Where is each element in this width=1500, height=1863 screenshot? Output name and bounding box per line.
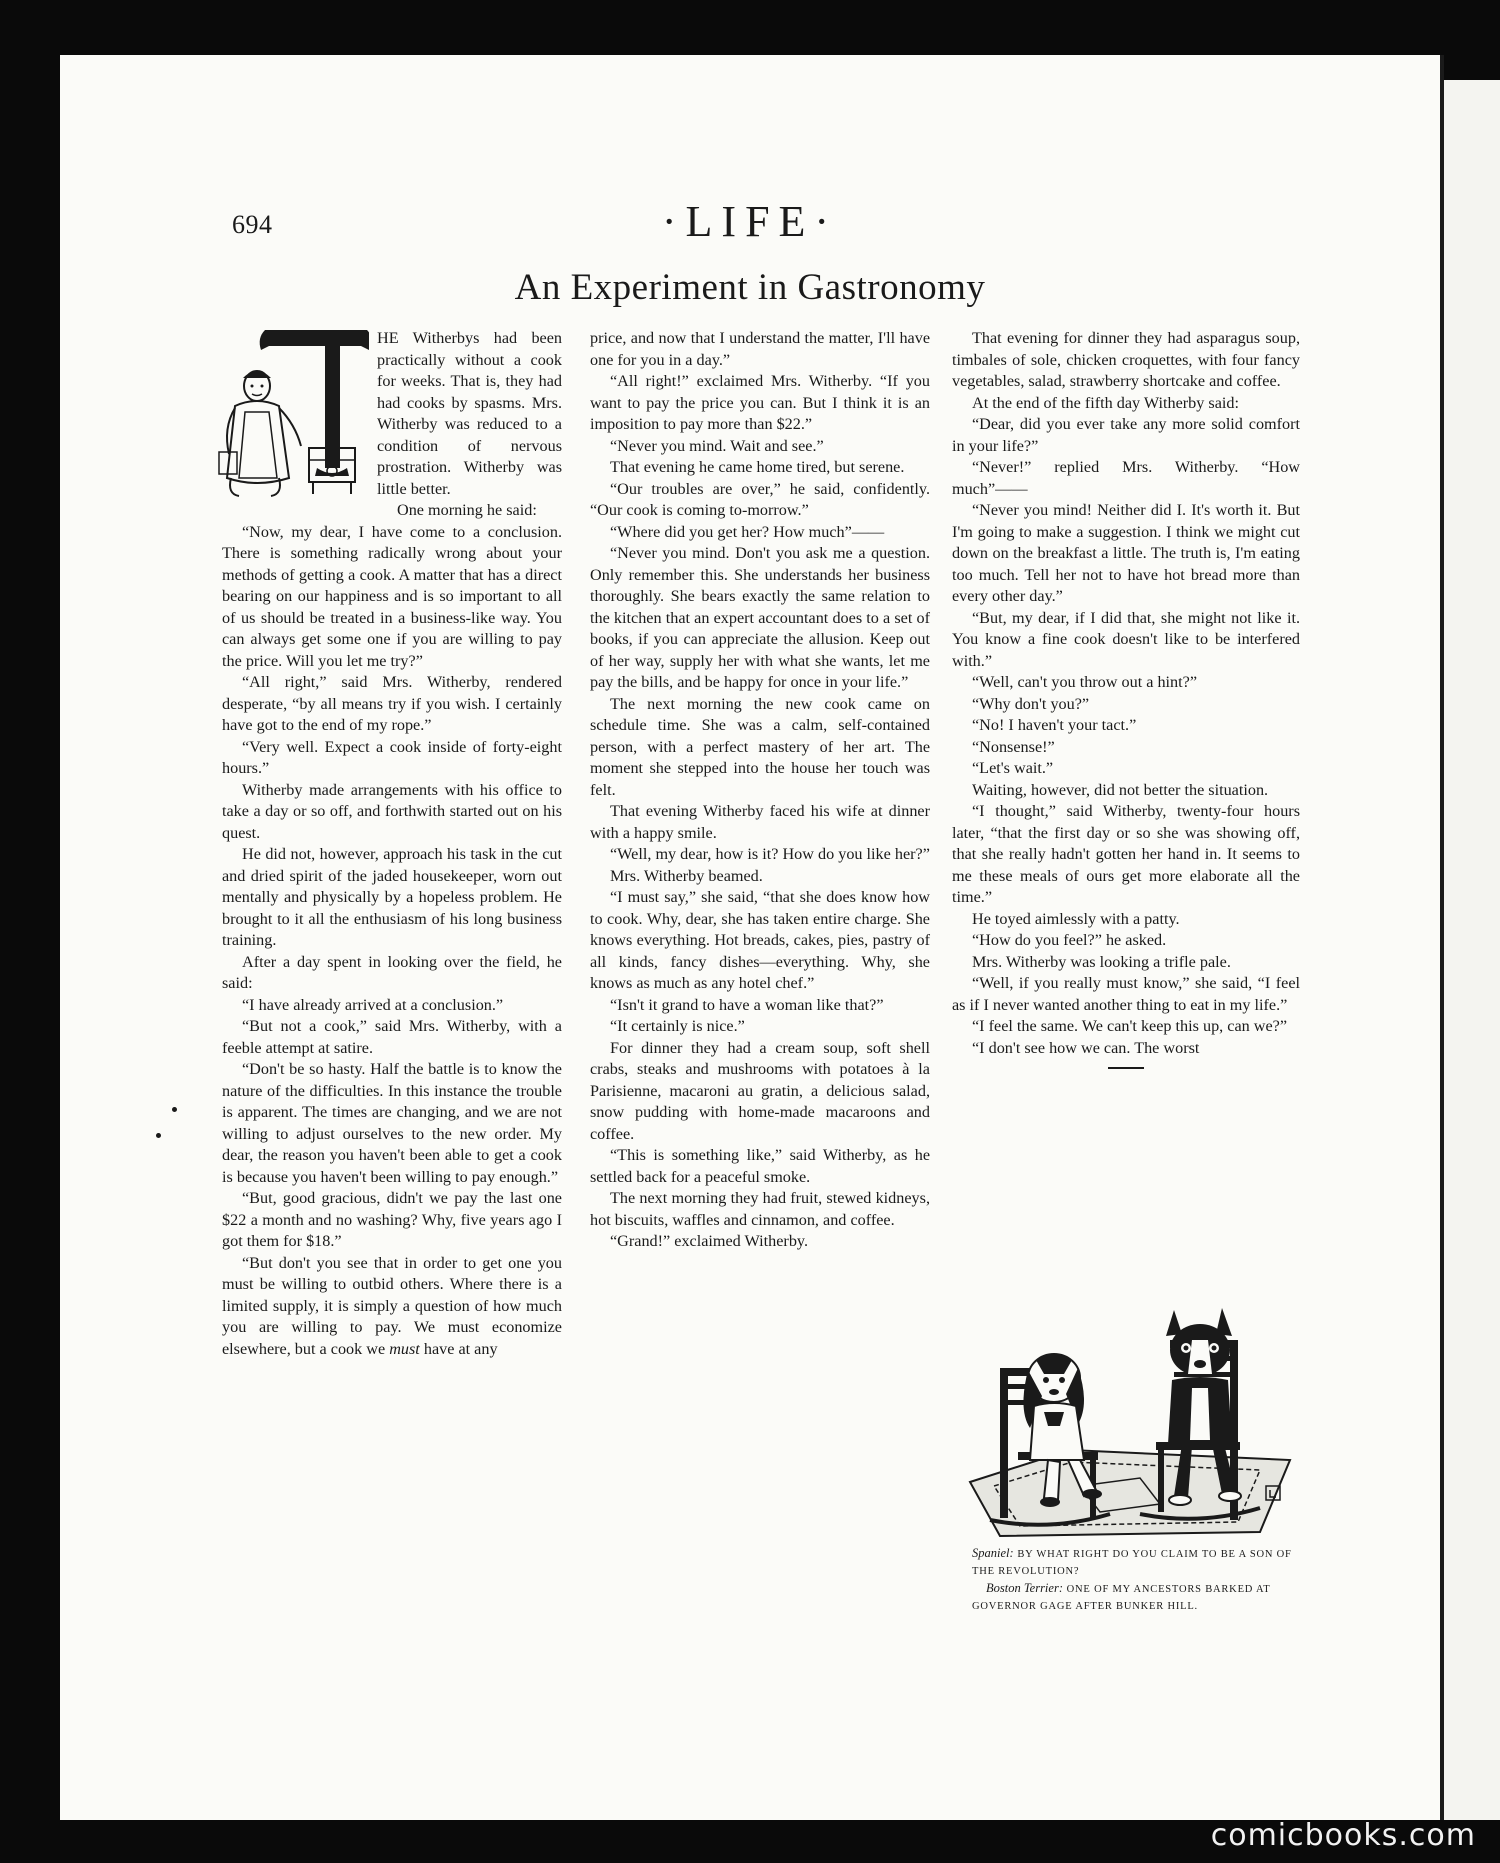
watermark: comicbooks.com (1210, 1818, 1476, 1853)
paragraph: “I don't see how we can. The worst (972, 1038, 1200, 1057)
adjacent-page-edge (1444, 80, 1500, 1820)
paragraph: For dinner they had a cream soup, soft shell crabs, steaks and mushrooms with potatoes à la Parisienne, macaroni au gratin, a delicious salad, snow pudding with home-made macaroons and coffee. (590, 1038, 930, 1143)
paragraph: “Well, my dear, how is it? How do you like her?” (610, 845, 930, 863)
paragraph-text: have at any (423, 1339, 498, 1358)
caption-speaker: Boston Terrier: (986, 1581, 1063, 1595)
paragraph: Mrs. Witherby was looking a trifle pale. (972, 952, 1231, 971)
paragraph: “But, my dear, if I did that, she might not like it. You know a fine cook doesn't like to be interfered with.” (952, 608, 1300, 670)
paragraph: “Well, if you really must know,” she said, “I feel as if I never wanted another thing to eat in my life.” (952, 974, 1300, 1014)
paragraph: “Never you mind! Neither did I. It's worth it. But I'm going to make a suggestion. I think we might cut down on the breakfast a little. The truth is, I'm eating too much. Tell her not to have hot bread more than every other day.” (952, 501, 1300, 605)
paragraph: “All right!” exclaimed Mrs. Witherby. “If you want to pay the price you can. But I think it is an imposition to pay more than $22.” (590, 372, 930, 433)
paragraph: “How do you feel?” he asked. (972, 931, 1167, 949)
paragraph: “I must say,” she said, “that she does know how to cook. Why, dear, she has taken entire charge. She knows everything. Hot breads, cakes, pies, pastry of all kinds, fancy dishes—everything. Why, she knows as much as any hotel chef.” (590, 888, 930, 992)
paragraph: That evening for dinner they had asparagus soup, timbales of sole, chicken croquettes, with four fancy vegetables, salad, strawberry shortcake and coffee. (952, 329, 1300, 390)
article-column-1 (222, 328, 562, 1360)
dropcap-illustration (217, 328, 369, 506)
paragraph: That evening Witherby faced his wife at dinner with a happy smile. (590, 802, 930, 842)
section-divider (1108, 1067, 1144, 1069)
paragraph: The next morning they had fruit, stewed kidneys, hot biscuits, waffles and cinnamon, and coffee. (590, 1189, 930, 1229)
article-column-2 (590, 328, 930, 1253)
paragraph-text: “But don't you see that in order to get one you must be willing to outbid others. Where there is a limited supply, it is simply a question of how much you are willing to pay. We must economize elsewhere, but a cook we (222, 1253, 562, 1358)
paragraph: “Isn't it grand to have a woman like that?” (610, 995, 884, 1014)
caption-speaker: Spaniel: (972, 1546, 1014, 1560)
masthead: ·LIFE· (661, 197, 839, 246)
paragraph: “I feel the same. We can't keep this up, can we?” (972, 1017, 1288, 1035)
paragraph: Waiting, however, did not better the situation. (972, 780, 1269, 799)
article-column-3 (952, 328, 1300, 1069)
paragraph: “Where did you get her? How much”—— (610, 522, 885, 541)
paragraph: “Well, can't you throw out a hint?” (972, 673, 1198, 691)
paragraph: Witherby made arrangements with his office to take a day or so off, and forthwith started out on his quest. (222, 780, 562, 842)
paragraph: He toyed aimlessly with a patty. (972, 909, 1180, 928)
article-title: An Experiment in Gastronomy (514, 267, 986, 308)
caption-dialogue: ONE OF MY ANCESTORS BARKED AT GOVERNOR GAGE AFTER BUNKER HILL. (972, 1584, 1271, 1612)
paragraph: “Our troubles are over,” he said, confidently. “Our cook is coming to-morrow.” (590, 479, 930, 519)
emphasis-text: must (389, 1339, 420, 1358)
paragraph: “No! I haven't your tact.” (972, 716, 1137, 734)
paragraph: “This is something like,” said Witherby, as he settled back for a peaceful smoke. (590, 1146, 930, 1186)
paragraph: “Very well. Expect a cook inside of forty-eight hours.” (222, 737, 562, 777)
margin-speck (172, 1107, 177, 1112)
paragraph: At the end of the fifth day Witherby said: (972, 393, 1239, 412)
caption-line (972, 1580, 1302, 1615)
paragraph: “Never!” replied Mrs. Witherby. “How much”—— (952, 458, 1300, 498)
paragraph: The next morning the new cook came on schedule time. She was a calm, self-contained person, with a perfect mastery of her art. The moment she stepped into the house her touch was felt. (590, 694, 930, 799)
paragraph: He did not, however, approach his task in the cut and dried spirit of the jaded housekeeper, worn out mentally and physically by a hopeless problem. He brought to it all the enthusiasm of his long business training. (222, 845, 562, 949)
cartoon-caption (972, 1545, 1302, 1615)
paragraph: “I thought,” said Witherby, twenty-four hours later, “that the first day or so she was showing off, that she really hadn't gotten her hand in. It seems to me these meals of ours get more elaborate all the time.” (952, 802, 1300, 906)
paragraph: HE Witherbys had been practically without a cook for weeks. That is, they had had cooks by spasms. Mrs. Witherby was reduced to a condition of nervous prostration. Witherby was little better. (377, 329, 562, 498)
paragraph: “Now, my dear, I have come to a conclusion. There is something radically wrong about your methods of getting a cook. A matter that has a direct bearing on our happiness and is so important to all of us should be treated in a business-like way. You can always get some one if you are willing to pay the price. Will you let me try?” (222, 522, 562, 670)
paragraph: “Don't be so hasty. Half the battle is to know the nature of the difficulties. In this instance the trouble is apparent. The times are changing, and we are not willing to adjust ourselves to the new order. My dear, the reason you haven't been able to get a cook is because you haven't been willing to pay enough.” (222, 1060, 562, 1186)
paragraph: “All right,” said Mrs. Witherby, rendered desperate, “by all means try if you wish. I certainly have got to the end of my rope.” (222, 673, 562, 734)
paragraph: “It certainly is nice.” (610, 1017, 745, 1035)
paragraph: price, and now that I understand the matter, I'll have one for you in a day.” (590, 329, 930, 369)
paragraph: After a day spent in looking over the field, he said: (222, 952, 562, 992)
paragraph: “Dear, did you ever take any more solid comfort in your life?” (952, 415, 1300, 455)
paragraph: “But not a cook,” said Mrs. Witherby, with a feeble attempt at satire. (222, 1017, 562, 1057)
dogs-cartoon (960, 1300, 1300, 1540)
margin-speck (156, 1133, 161, 1138)
paragraph: That evening he came home tired, but serene. (610, 458, 905, 476)
page-number: 694 (232, 210, 273, 239)
paragraph: Mrs. Witherby beamed. (610, 866, 763, 885)
spaniel-and-terrier-icon (960, 1300, 1300, 1540)
cook-dropcap-icon (217, 328, 369, 506)
paragraph: “Why don't you?” (972, 694, 1090, 713)
caption-dialogue: BY WHAT RIGHT DO YOU CLAIM TO BE A SON OF THE REVOLUTION? (972, 1549, 1292, 1577)
paragraph: “I have already arrived at a conclusion.” (242, 995, 504, 1014)
paragraph: “Grand!” exclaimed Witherby. (610, 1232, 809, 1250)
paragraph: “Never you mind. Don't you ask me a question. Only remember this. She understands her business thoroughly. She bears exactly the same relation to the kitchen that an expert accountant does to a set of books, if you can appreciate the allusion. Keep out of her way, supply her with what she wants, let me pay the bills, and be happy for once in your life.” (590, 544, 930, 691)
paragraph: “Let's wait.” (972, 759, 1054, 777)
paragraph: “Never you mind. Wait and see.” (610, 436, 824, 455)
paragraph (222, 1253, 562, 1361)
paragraph: “Nonsense!” (972, 737, 1055, 756)
paragraph: One morning he said: (397, 501, 537, 519)
paragraph: “But, good gracious, didn't we pay the last one $22 a month and no washing? Why, five years ago I got them for $18.” (222, 1189, 562, 1250)
